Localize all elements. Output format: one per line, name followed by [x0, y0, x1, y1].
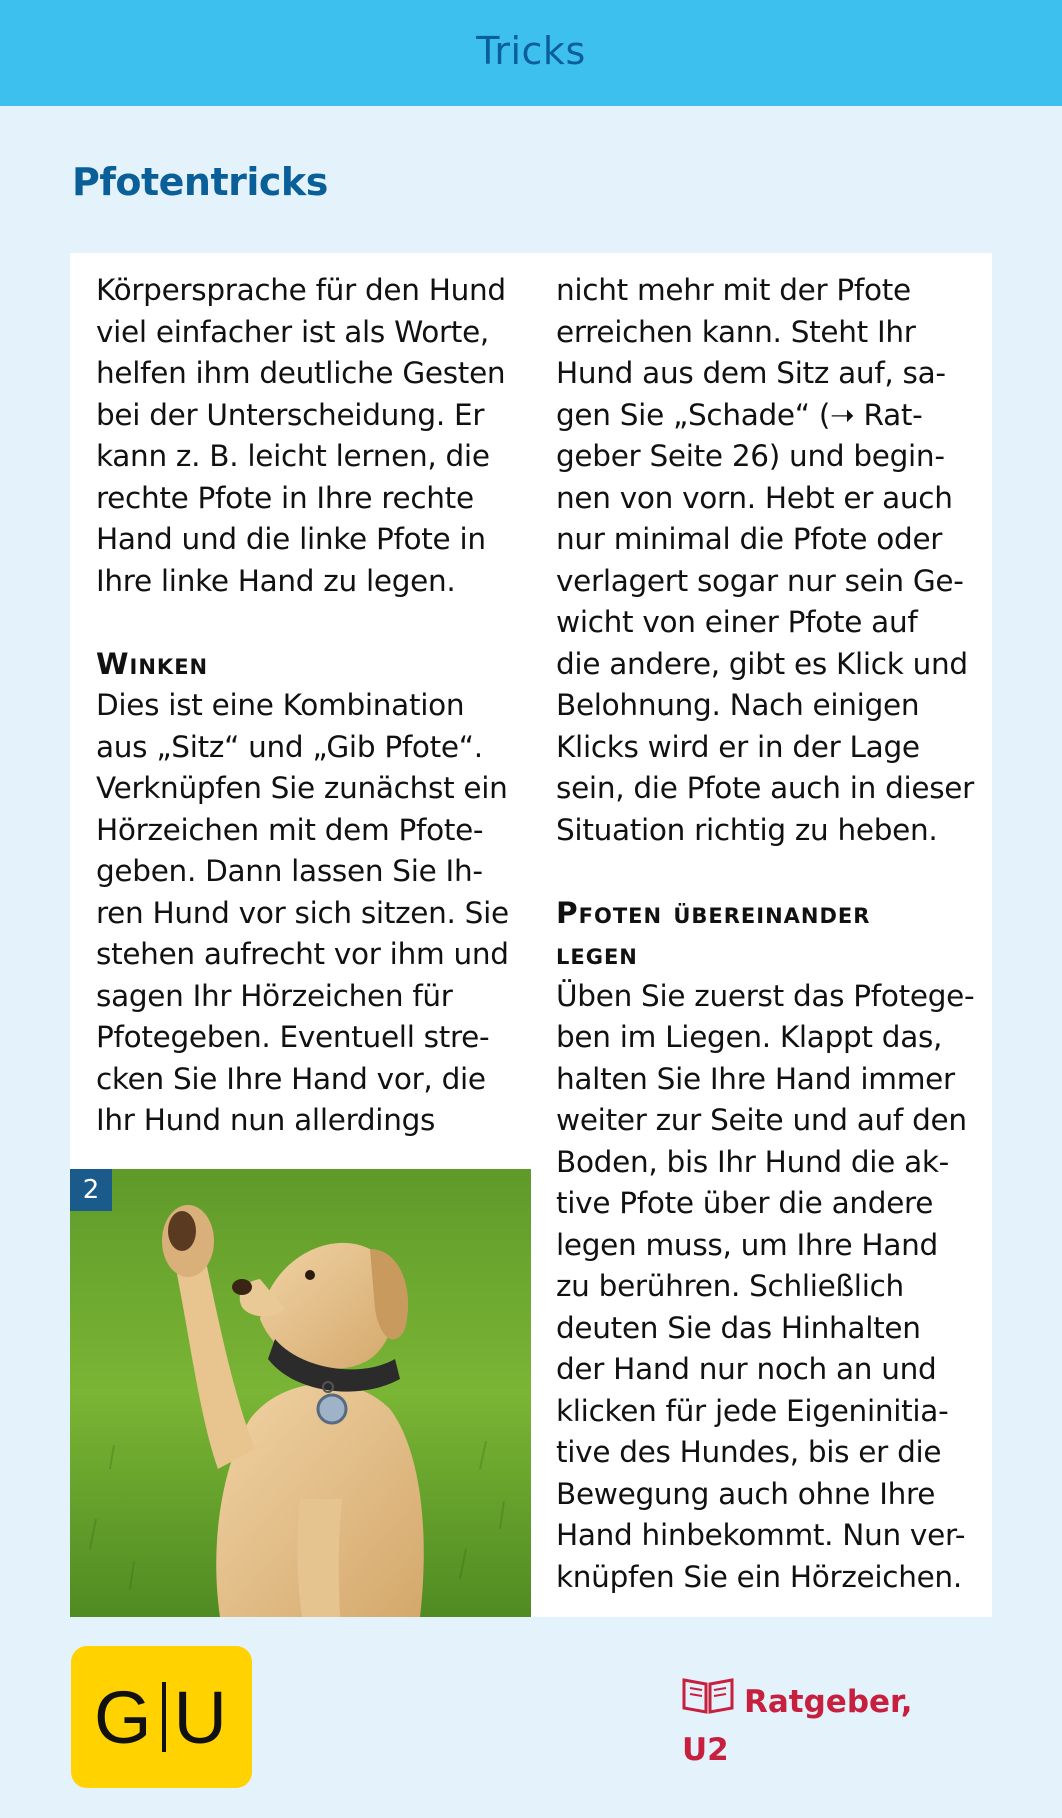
- text-line: halten Sie Ihre Hand immer: [556, 1061, 955, 1096]
- left-paragraph-2: [96, 685, 528, 1142]
- figure-number-badge: 2: [70, 1169, 112, 1211]
- text-line: knüpfen Sie ein Hörzeichen.: [556, 1559, 962, 1594]
- text-line: Belohnung. Nach einigen: [556, 688, 920, 722]
- text-line: ren Hund vor sich sitzen. Sie: [96, 895, 509, 930]
- left-paragraph-1: [96, 270, 528, 602]
- text-line: Situation richtig zu heben.: [556, 812, 938, 847]
- text-line: Ihr Hund nun allerdings: [96, 1103, 436, 1137]
- text-line: sein, die Pfote auch in dieser: [556, 771, 974, 805]
- text-line: aus „Sitz“ und „Gib Pfote“.: [96, 729, 483, 764]
- text-line: legen muss, um Ihre Hand: [556, 1227, 938, 1262]
- text-line: rechte Pfote in Ihre rechte: [96, 480, 474, 515]
- text-line: geben. Dann lassen Sie Ih-: [96, 854, 483, 888]
- text-line: ben im Liegen. Klappt das,: [556, 1020, 943, 1054]
- gu-logo: [71, 1646, 252, 1788]
- header-title: Tricks: [476, 29, 586, 73]
- text-line: verlagert sogar nur sein Ge-: [556, 563, 964, 598]
- left-column: [96, 270, 528, 1142]
- text-line: wicht von einer Pfote auf: [556, 605, 918, 639]
- reference-line2: U2: [682, 1732, 729, 1768]
- text-line: der Hand nur noch an und: [556, 1352, 937, 1386]
- text-line: gen Sie „Schade“ (➝ Rat-: [556, 397, 923, 432]
- text-line: Üben Sie zuerst das Pfotege-: [556, 978, 975, 1013]
- text-line: Verknüpfen Sie zunächst ein: [96, 771, 508, 805]
- right-paragraph-2: [556, 976, 986, 1599]
- logo-text: [94, 1675, 229, 1760]
- logo-letter-g: G: [93, 1675, 154, 1759]
- reference-line1: Ratgeber,: [744, 1684, 913, 1720]
- text-line: Körpersprache für den Hund: [96, 273, 506, 307]
- text-line: nen von vorn. Hebt er auch: [556, 480, 953, 515]
- waving-dog-illustration: [70, 1169, 531, 1617]
- ratgeber-reference: [682, 1678, 913, 1771]
- right-column: [556, 270, 986, 1598]
- text-line: sagen Ihr Hörzeichen für: [96, 978, 453, 1013]
- text-line: Hand hinbekommt. Nun ver-: [556, 1518, 966, 1552]
- text-line: bei der Unterscheidung. Er: [96, 397, 485, 432]
- dog-photo: [70, 1169, 531, 1617]
- text-line: tive des Hundes, bis er die: [556, 1435, 942, 1469]
- text-line: zu berühren. Schließlich: [556, 1269, 904, 1303]
- text-line: kann z. B. leicht lernen, die: [96, 439, 490, 473]
- subheading-pfoten-line2: legen: [556, 937, 638, 971]
- text-line: klicken für jede Eigeninitia-: [556, 1393, 949, 1428]
- logo-letter-u: U: [173, 1675, 229, 1759]
- text-line: helfen ihm deutliche Gesten: [96, 356, 506, 390]
- text-line: die andere, gibt es Klick und: [556, 646, 968, 681]
- text-line: Hörzeichen mit dem Pfote-: [96, 812, 484, 847]
- text-line: viel einfacher ist als Worte,: [96, 314, 489, 349]
- open-book-icon: [682, 1674, 734, 1725]
- page-header: [0, 0, 1062, 106]
- text-line: deuten Sie das Hinhalten: [556, 1310, 921, 1345]
- right-paragraph-1: [556, 270, 986, 851]
- text-line: weiter zur Seite und auf den: [556, 1103, 967, 1137]
- text-line: Pfotegeben. Eventuell stre-: [96, 1020, 490, 1054]
- subheading-winken: Winken: [96, 646, 209, 681]
- text-line: Ihre linke Hand zu legen.: [96, 563, 456, 598]
- section-title: Pfotentricks: [72, 160, 328, 204]
- text-line: Dies ist eine Kombination: [96, 688, 465, 722]
- text-line: geber Seite 26) und begin-: [556, 439, 945, 473]
- text-line: erreichen kann. Steht Ihr: [556, 314, 916, 349]
- text-line: Boden, bis Ihr Hund die ak-: [556, 1144, 950, 1179]
- text-line: Klicks wird er in der Lage: [556, 729, 920, 764]
- text-line: Bewegung auch ohne Ihre: [556, 1476, 936, 1511]
- subheading-pfoten-line1: Pfoten übereinander: [556, 895, 871, 930]
- text-line: nur minimal die Pfote oder: [556, 522, 943, 556]
- content-panel: [70, 253, 992, 1617]
- text-line: cken Sie Ihre Hand vor, die: [96, 1061, 486, 1096]
- text-line: Hund aus dem Sitz auf, sa-: [556, 356, 946, 390]
- text-line: stehen aufrecht vor ihm und: [96, 937, 509, 971]
- text-line: nicht mehr mit der Pfote: [556, 273, 911, 307]
- text-line: tive Pfote über die andere: [556, 1186, 934, 1220]
- text-line: Hand und die linke Pfote in: [96, 522, 486, 556]
